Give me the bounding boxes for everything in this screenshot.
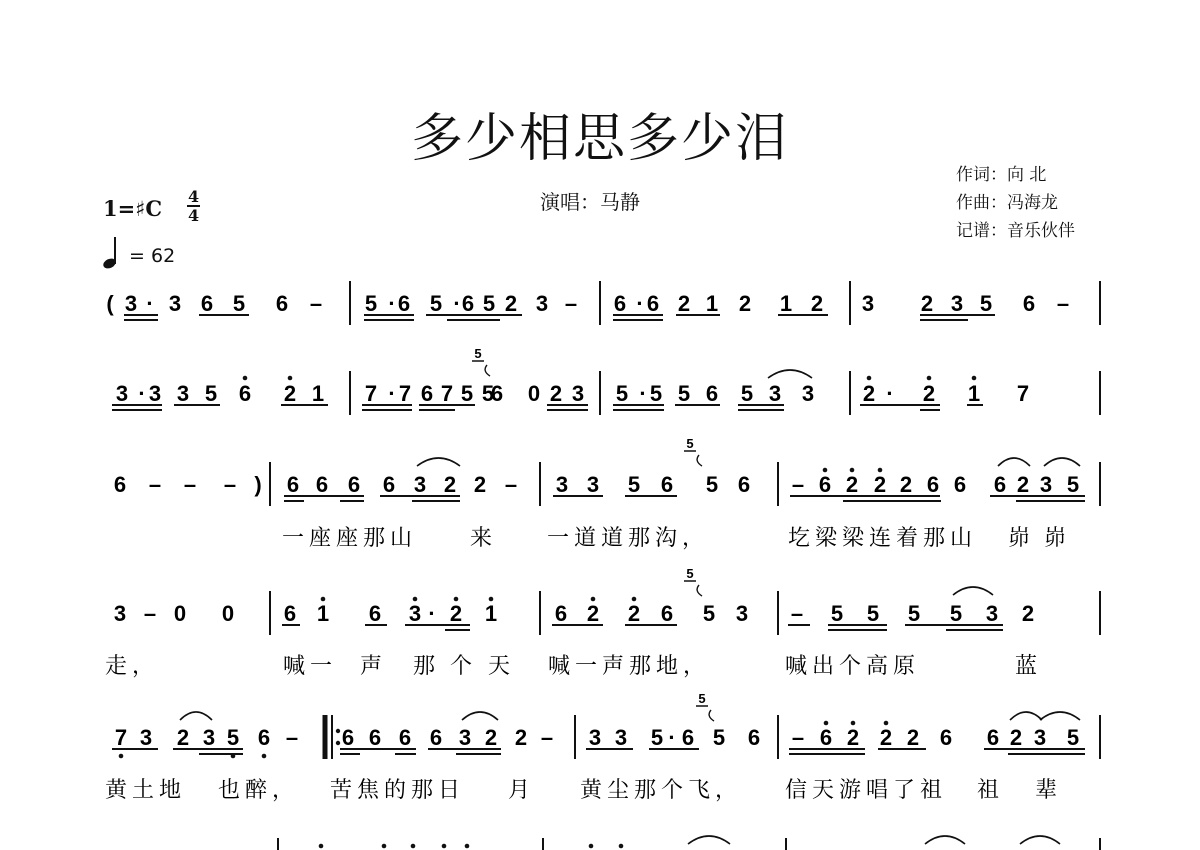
score-note: 6: [660, 601, 674, 626]
slur: [998, 458, 1030, 466]
octave-dot-above: [288, 376, 293, 381]
score-note: ·: [138, 381, 146, 406]
score-note: 2: [549, 381, 563, 406]
score-note: 6: [461, 291, 475, 316]
score-note: –: [183, 472, 197, 497]
lyric-text: 蓝: [1015, 654, 1043, 679]
score-note: 2: [586, 601, 600, 626]
score-note: 5: [429, 291, 443, 316]
score-note: 2: [1009, 725, 1023, 750]
score-note: 5: [702, 601, 716, 626]
score-note: 2: [443, 472, 457, 497]
song-title: 多少相思多少泪: [410, 109, 789, 169]
score-note: –: [791, 472, 805, 497]
lyric-text: 苦焦的那日: [330, 778, 466, 803]
score-note: 3: [555, 472, 569, 497]
score-note: 6: [554, 601, 568, 626]
score-note: 6: [1022, 291, 1036, 316]
lyricist-credit: 作词：向 北: [956, 165, 1047, 185]
lyric-text: 那: [413, 654, 441, 679]
lyric-text: 喊一: [283, 654, 338, 679]
score-note: 6: [286, 472, 300, 497]
score-note: 2: [862, 381, 876, 406]
score-note: 6: [257, 725, 271, 750]
repeat-dot: [336, 741, 340, 745]
score-note: 7: [1016, 381, 1030, 406]
score-note: 5: [649, 381, 663, 406]
score-note: 7: [440, 381, 454, 406]
score-note: 5: [907, 601, 921, 626]
score-note: 6: [397, 291, 411, 316]
slur: [1010, 712, 1042, 720]
score-note: 5: [482, 291, 496, 316]
score-note: –: [1056, 291, 1070, 316]
score-note: 3: [1033, 725, 1047, 750]
octave-dot-above: [382, 844, 387, 849]
score-note: 3: [458, 725, 472, 750]
score-note: 6: [283, 601, 297, 626]
score-note: 3: [139, 725, 153, 750]
score-note: 2: [1016, 472, 1030, 497]
repeat-dot: [336, 729, 340, 733]
score-note: 5: [830, 601, 844, 626]
score-note: 6: [429, 725, 443, 750]
score-note: 7: [364, 381, 378, 406]
score-note: 5: [740, 381, 754, 406]
score-note: 3: [168, 291, 182, 316]
octave-dot-above: [319, 844, 324, 849]
score-note: 6: [341, 725, 355, 750]
octave-dot-above: [927, 376, 932, 381]
score-note: 6: [238, 381, 252, 406]
score-note: 2: [1021, 601, 1035, 626]
grace-note-hook: [485, 365, 490, 376]
score-note: 5: [677, 381, 691, 406]
score-note: 6: [398, 725, 412, 750]
octave-dot-below: [119, 754, 124, 759]
grace-note: 5: [474, 346, 482, 361]
key-signature: 1=♯C: [103, 196, 163, 221]
score-note: 5: [226, 725, 240, 750]
slur: [768, 370, 812, 378]
score-note: 3: [413, 472, 427, 497]
lyric-text: 峁: [1044, 526, 1072, 551]
score-note: 3: [115, 381, 129, 406]
score-note: 6: [368, 601, 382, 626]
score-note: ·: [636, 291, 644, 316]
score-note: 6: [490, 381, 504, 406]
lyric-text: 月: [508, 778, 536, 803]
score-note: 3: [148, 381, 162, 406]
lyric-text: 祖: [977, 778, 1005, 803]
score-note: 1: [705, 291, 719, 316]
tempo-value: = 62: [129, 245, 176, 267]
score-note: 6: [993, 472, 1007, 497]
score-note: 0: [221, 601, 235, 626]
score-note: 6: [200, 291, 214, 316]
score-note: 3: [586, 472, 600, 497]
lyric-text: 喊出个高原: [785, 654, 921, 679]
lyric-text: 峁: [1008, 526, 1036, 551]
score-note: 2: [514, 725, 528, 750]
slur: [1044, 458, 1080, 466]
grace-note: 5: [686, 566, 694, 581]
score-note: 3: [124, 291, 138, 316]
score-note: 5: [866, 601, 880, 626]
score-note: 3: [801, 381, 815, 406]
score-note: –: [285, 725, 299, 750]
score-note: –: [564, 291, 578, 316]
score-note: 2: [922, 381, 936, 406]
score-note: 5: [705, 472, 719, 497]
score-note: 1: [316, 601, 330, 626]
score-note: –: [791, 725, 805, 750]
score-note: 5: [949, 601, 963, 626]
score-note: 6: [347, 472, 361, 497]
octave-dot-above: [619, 844, 624, 849]
slur: [688, 836, 730, 844]
grace-note: 5: [686, 436, 694, 451]
score-note: 6: [818, 472, 832, 497]
score-note: 2: [873, 472, 887, 497]
score-note: 3: [588, 725, 602, 750]
slur: [1040, 712, 1080, 720]
score-note: 6: [819, 725, 833, 750]
octave-dot-above: [411, 844, 416, 849]
score-note: 2: [845, 472, 859, 497]
score-note: 1: [779, 291, 793, 316]
slur: [180, 712, 212, 720]
score-note: 1: [967, 381, 981, 406]
octave-dot-above: [589, 844, 594, 849]
score-note: 5: [650, 725, 664, 750]
score-note: 2: [473, 472, 487, 497]
score-note: 6: [646, 291, 660, 316]
slur: [1020, 836, 1060, 844]
score-note: ·: [428, 601, 436, 626]
lyric-text: 黄土地: [105, 778, 187, 803]
lyric-text: 喊一声那地，: [548, 654, 711, 679]
octave-dot-above: [972, 376, 977, 381]
score-note: 5: [232, 291, 246, 316]
score-note: ·: [388, 291, 396, 316]
octave-dot-above: [465, 844, 470, 849]
slur: [417, 458, 460, 466]
lyric-text: 也醉，: [218, 778, 300, 803]
lyric-text: 一道道那沟，: [547, 526, 710, 551]
score-note: 5: [1066, 725, 1080, 750]
score-note: 5: [627, 472, 641, 497]
score-note: 2: [504, 291, 518, 316]
score-note: 3: [535, 291, 549, 316]
score-note: 6: [113, 472, 127, 497]
lyric-text: 走，: [105, 654, 160, 679]
grace-note-hook: [697, 455, 702, 466]
singer-credit: 演唱：马静: [540, 190, 640, 214]
lyric-text: 黄尘那个飞，: [580, 778, 743, 803]
lyric-text: 个: [450, 654, 478, 679]
octave-dot-above: [243, 376, 248, 381]
score-note: –: [790, 601, 804, 626]
score-note: ·: [668, 725, 676, 750]
score-note: 3: [113, 601, 127, 626]
slur: [462, 712, 498, 720]
score-note: 6: [368, 725, 382, 750]
slur: [953, 587, 993, 595]
lyric-text: 天: [488, 654, 516, 679]
score-note: ·: [886, 381, 894, 406]
score-note: 2: [677, 291, 691, 316]
score-note: 6: [420, 381, 434, 406]
score-note: 7: [114, 725, 128, 750]
score-note: –: [309, 291, 323, 316]
score-note: 1: [311, 381, 325, 406]
score-note: 2: [449, 601, 463, 626]
lyric-text: 信天游唱了祖: [785, 778, 948, 803]
score-note: 5: [979, 291, 993, 316]
time-signature-denominator: 4: [188, 206, 200, 225]
score-note: 3: [985, 601, 999, 626]
score-note: 2: [899, 472, 913, 497]
score-note: 6: [613, 291, 627, 316]
score-note: 2: [176, 725, 190, 750]
score-note: 3: [861, 291, 875, 316]
score-note: 6: [926, 472, 940, 497]
score-note: 2: [810, 291, 824, 316]
score-note: ·: [146, 291, 154, 316]
lyric-text: 声: [360, 654, 388, 679]
octave-dot-below: [231, 754, 236, 759]
score-note: 3: [768, 381, 782, 406]
score-note: ·: [639, 381, 647, 406]
score-note: 6: [747, 725, 761, 750]
score-note: ·: [388, 381, 396, 406]
score-note: 2: [627, 601, 641, 626]
score-note: 2: [906, 725, 920, 750]
score-note: ): [254, 472, 262, 497]
octave-dot-above: [442, 844, 447, 849]
score-note: 6: [986, 725, 1000, 750]
slur: [925, 836, 965, 844]
score-note: 3: [202, 725, 216, 750]
score-note: 6: [681, 725, 695, 750]
grace-note-hook: [697, 585, 702, 596]
score-note: 6: [382, 472, 396, 497]
score-note: –: [223, 472, 237, 497]
score-note: 3: [614, 725, 628, 750]
grace-note-hook: [709, 710, 714, 721]
score-note: 2: [879, 725, 893, 750]
score-note: ·: [453, 291, 461, 316]
score-note: 6: [737, 472, 751, 497]
score-note: 5: [204, 381, 218, 406]
lyric-text: 辈: [1035, 778, 1063, 803]
score-note: 6: [939, 725, 953, 750]
score-note: 6: [953, 472, 967, 497]
score-note: –: [143, 601, 157, 626]
score-note: 3: [735, 601, 749, 626]
score-note: 3: [1039, 472, 1053, 497]
lyric-text: 来: [470, 526, 498, 551]
score-note: 2: [738, 291, 752, 316]
score-note: 5: [615, 381, 629, 406]
time-signature-numerator: 4: [188, 187, 200, 206]
score-note: 0: [173, 601, 187, 626]
score-note: –: [504, 472, 518, 497]
score-note: 6: [315, 472, 329, 497]
score-note: 5: [712, 725, 726, 750]
lyric-text: 圪梁梁连着那山: [788, 526, 978, 551]
score-note: 3: [408, 601, 422, 626]
score-note: –: [540, 725, 554, 750]
octave-dot-above: [867, 376, 872, 381]
score-note: 2: [920, 291, 934, 316]
score-note: 2: [846, 725, 860, 750]
score-note: 5: [1066, 472, 1080, 497]
transcriber-credit: 记谱：音乐伙伴: [956, 221, 1075, 241]
score-note: 2: [283, 381, 297, 406]
score-note: 5: [364, 291, 378, 316]
composer-credit: 作曲：冯海龙: [956, 193, 1058, 213]
score-note: 3: [571, 381, 585, 406]
score-note: 6: [660, 472, 674, 497]
score-note: –: [148, 472, 162, 497]
score-note: 5: [481, 381, 495, 406]
score-note: 3: [176, 381, 190, 406]
score-note: (: [106, 291, 114, 316]
score-note: 5: [460, 381, 474, 406]
score-note: 6: [705, 381, 719, 406]
lyric-text: 一座座那山: [282, 526, 418, 551]
score-note: 1: [484, 601, 498, 626]
score-note: 0: [527, 381, 541, 406]
octave-dot-below: [262, 754, 267, 759]
grace-note: 5: [698, 691, 706, 706]
score-note: 3: [950, 291, 964, 316]
score-note: 6: [275, 291, 289, 316]
score-note: 2: [484, 725, 498, 750]
score-note: 7: [398, 381, 412, 406]
